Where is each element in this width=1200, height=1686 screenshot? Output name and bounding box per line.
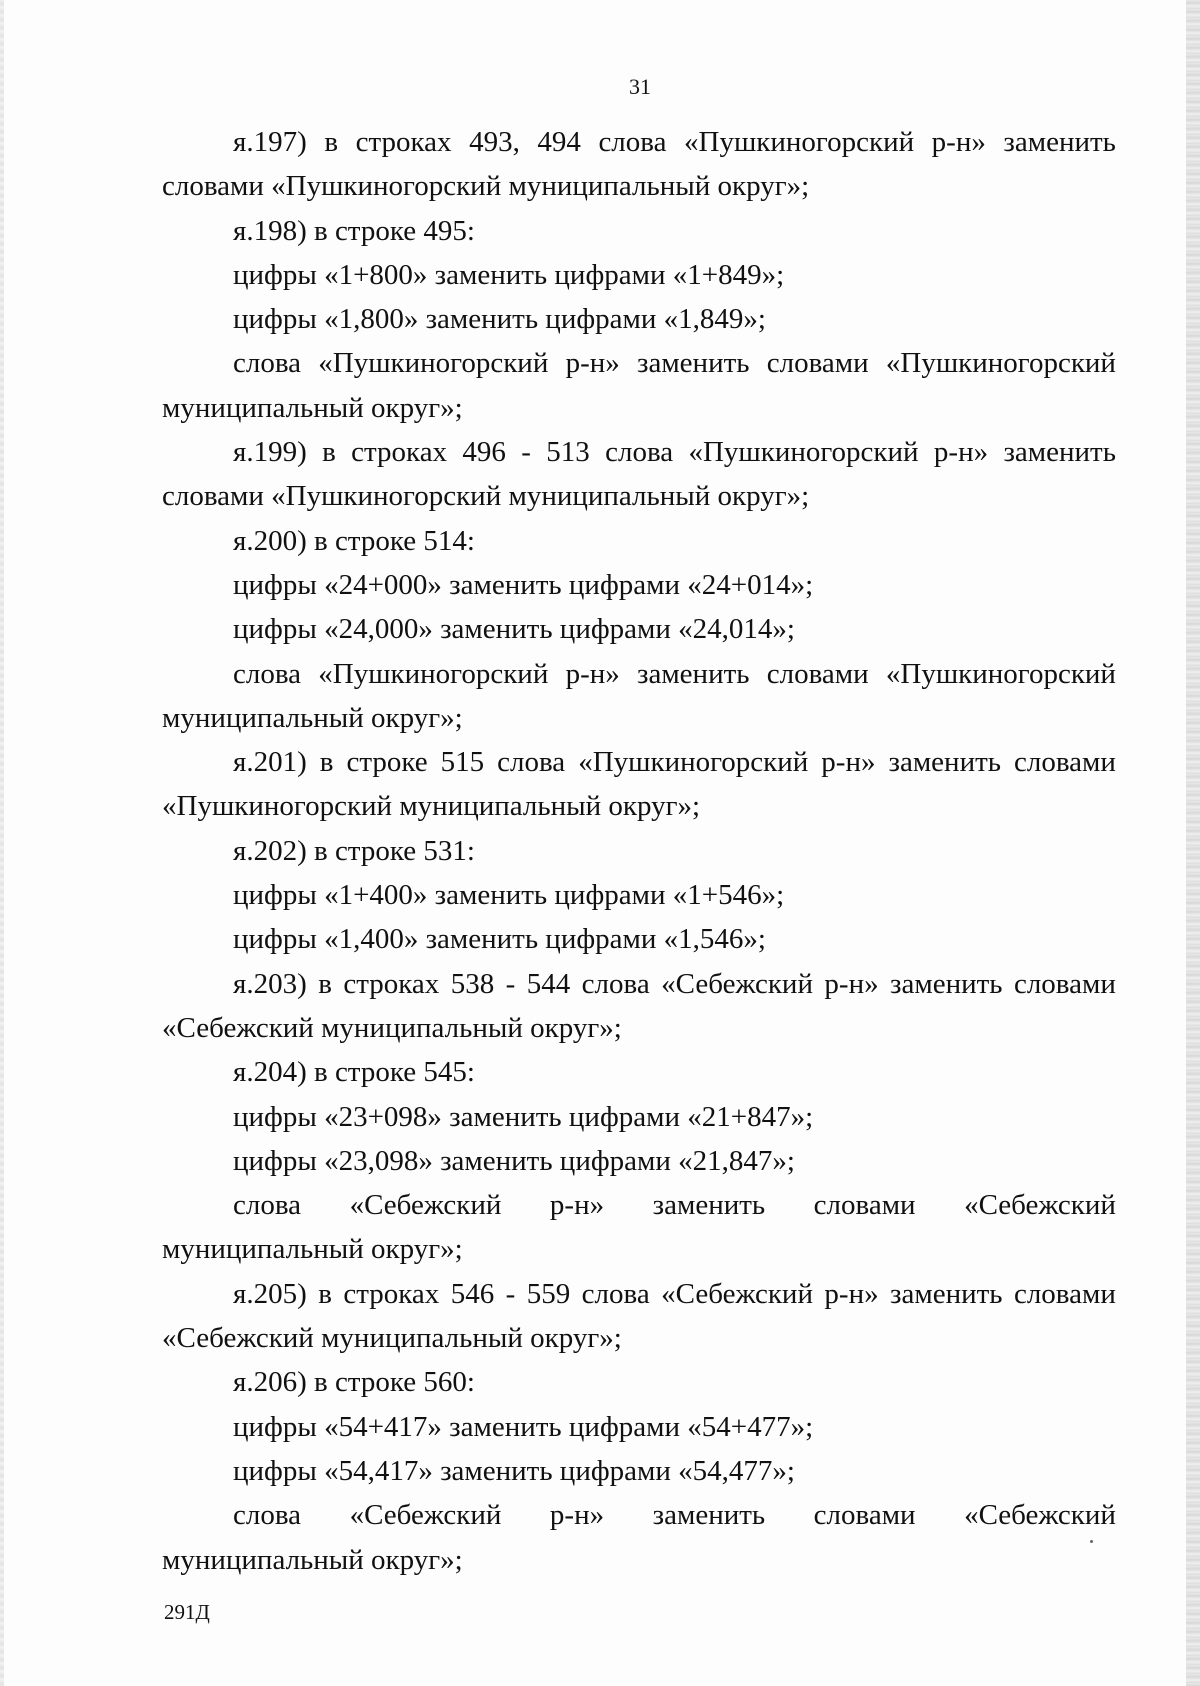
word: я.199): [233, 436, 307, 469]
word: слова: [598, 126, 667, 158]
word: заменить: [652, 1499, 766, 1532]
word: «Себежский: [661, 1277, 813, 1310]
word: строке: [346, 746, 428, 779]
word: «Пушкиногорский: [578, 746, 809, 779]
word: «Пушкиногорский: [684, 126, 915, 158]
text-line: муниципальный округ»;: [162, 701, 463, 734]
scan-speck: [1090, 1540, 1093, 1543]
word: словами: [813, 1499, 916, 1532]
word: я.203): [233, 967, 307, 1000]
word: р-н»: [565, 347, 620, 380]
word: заменить: [890, 1277, 1003, 1310]
text-line: цифры «1+400» заменить цифрами «1+546»;: [233, 879, 785, 912]
word: словами: [1013, 1277, 1116, 1310]
text-line: цифры «54+417» заменить цифрами «54+477»;: [233, 1410, 814, 1443]
word: р-н»: [549, 1499, 605, 1532]
text-line: цифры «23,098» заменить цифрами «21,847»;: [233, 1144, 795, 1177]
word: словами: [813, 1189, 916, 1222]
word: 559: [526, 1277, 571, 1310]
text-line: «Себежский муниципальный округ»;: [162, 1322, 622, 1355]
word: 546: [450, 1277, 495, 1310]
word: заменить: [637, 347, 750, 380]
word: словами: [1014, 746, 1116, 779]
text-line: [162, 1183, 1116, 1227]
word: заменить: [1003, 436, 1116, 469]
word: 496: [462, 436, 506, 469]
text-line: муниципальный округ»;: [162, 1233, 463, 1266]
word: «Себежский: [661, 967, 813, 1000]
text-line: [162, 652, 1116, 696]
word: слова: [233, 1189, 302, 1222]
text-line: «Себежский муниципальный округ»;: [162, 1011, 622, 1044]
word: р-н»: [821, 746, 876, 779]
text-line: цифры «24,000» заменить цифрами «24,014»;: [233, 613, 795, 646]
word: строках: [355, 126, 452, 158]
text-line: я.206) в строке 560:: [233, 1366, 475, 1399]
word: «Себежский: [964, 1189, 1116, 1222]
text-line: словами «Пушкиногорский муниципальный округ»;: [162, 480, 810, 513]
word: заменить: [652, 1189, 766, 1222]
text-line: «Пушкиногорский муниципальный округ»;: [162, 790, 701, 823]
text-line: [162, 740, 1116, 784]
word: «Пушкиногорский: [318, 657, 549, 690]
word: р-н»: [824, 967, 879, 1000]
word: «Пушкиногорский: [885, 657, 1116, 690]
scan-edge-right: [1186, 0, 1200, 1686]
word: заменить: [1003, 126, 1116, 158]
text-line: цифры «1,400» заменить цифрами «1,546»;: [233, 923, 766, 956]
word: слова: [497, 746, 566, 779]
word: слова: [581, 967, 650, 1000]
word: слова: [605, 436, 674, 469]
word: заменить: [637, 657, 750, 690]
text-line: цифры «54,417» заменить цифрами «54,477»;: [233, 1454, 795, 1487]
word: в: [319, 746, 334, 779]
word: -: [521, 436, 531, 469]
text-line: [162, 341, 1116, 385]
text-line: [162, 1272, 1116, 1316]
word: «Себежский: [349, 1189, 502, 1222]
word: «Пушкиногорский: [688, 436, 919, 469]
word: строках: [343, 967, 440, 1000]
word: 515: [440, 746, 485, 779]
text-line: цифры «1,800» заменить цифрами «1,849»;: [233, 303, 766, 336]
word: -: [505, 967, 516, 1000]
text-line: цифры «23+098» заменить цифрами «21+847»;: [233, 1100, 814, 1133]
word: я.201): [233, 746, 307, 779]
word: я.197): [233, 126, 307, 158]
document-body: [162, 120, 1116, 1582]
word: 538: [450, 967, 495, 1000]
word: 494: [537, 126, 581, 158]
text-line: я.202) в строке 531:: [233, 834, 475, 867]
word: р-н»: [549, 1189, 605, 1222]
text-line: муниципальный округ»;: [162, 1543, 463, 1576]
word: 513: [546, 436, 590, 469]
text-line: [162, 120, 1116, 164]
text-line: я.204) в строке 545:: [233, 1056, 475, 1089]
word: заменить: [888, 746, 1001, 779]
page-number: 31: [629, 74, 651, 99]
word: строках: [351, 436, 448, 469]
word: я.205): [233, 1277, 307, 1310]
text-line: [162, 430, 1116, 474]
text-line: я.198) в строке 495:: [233, 214, 475, 247]
word: р-н»: [565, 657, 620, 690]
word: 544: [526, 967, 571, 1000]
word: в: [322, 436, 336, 469]
word: слова: [233, 347, 302, 380]
word: «Пушкиногорский: [318, 347, 549, 380]
word: в: [324, 126, 339, 158]
footer-document-code: 291Д: [164, 1600, 210, 1624]
word: «Пушкиногорский: [885, 347, 1116, 380]
word: р-н»: [931, 126, 986, 158]
scan-edge-left: [0, 0, 4, 1686]
word: р-н»: [824, 1277, 879, 1310]
word: строках: [343, 1277, 440, 1310]
text-line: [162, 962, 1116, 1006]
word: в: [318, 967, 332, 1000]
text-line: словами «Пушкиногорский муниципальный округ»;: [162, 170, 810, 203]
word: слова: [233, 1499, 302, 1532]
text-line: цифры «1+800» заменить цифрами «1+849»;: [233, 258, 785, 291]
text-line: цифры «24+000» заменить цифрами «24+014»;: [233, 568, 814, 601]
word: «Себежский: [349, 1499, 502, 1532]
word: словами: [766, 347, 869, 380]
word: слова: [233, 657, 302, 690]
word: -: [505, 1277, 516, 1310]
word: в: [318, 1277, 332, 1310]
text-line: муниципальный округ»;: [162, 391, 463, 424]
word: словами: [766, 657, 869, 690]
text-line: [162, 1493, 1116, 1537]
word: заменить: [890, 967, 1003, 1000]
word: словами: [1013, 967, 1116, 1000]
text-line: я.200) в строке 514:: [233, 524, 475, 557]
word: «Себежский: [964, 1499, 1116, 1532]
word: слова: [581, 1277, 650, 1310]
word: р-н»: [933, 436, 989, 469]
word: 493,: [469, 126, 520, 158]
